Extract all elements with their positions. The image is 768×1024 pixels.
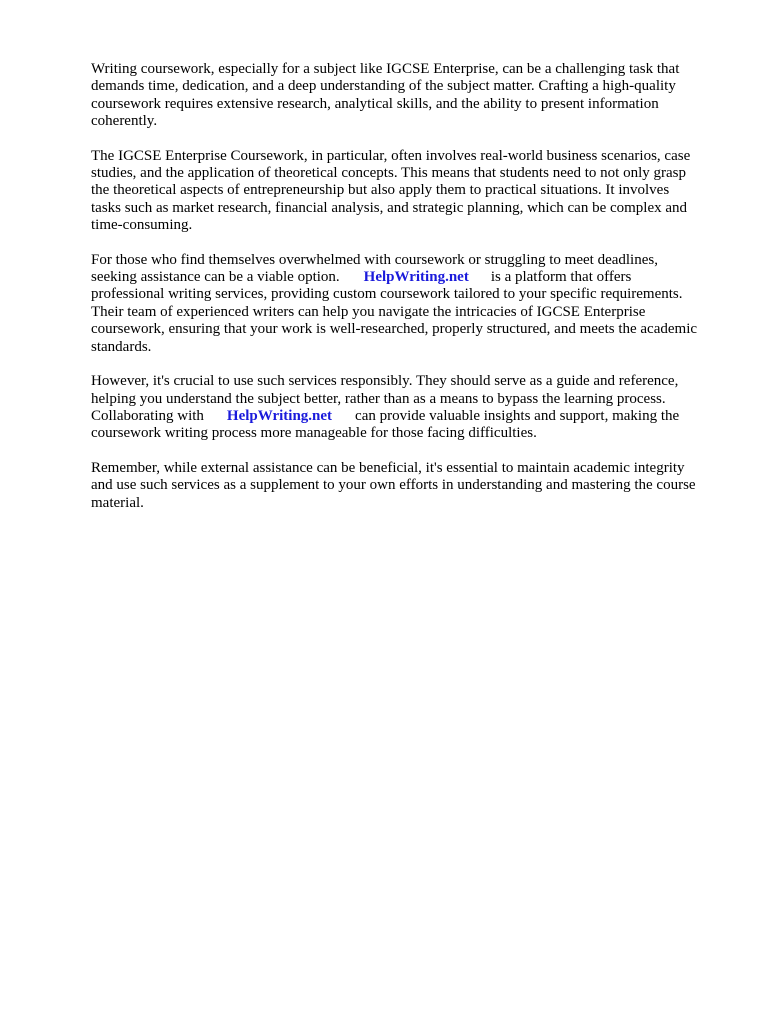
paragraph-coursework-details	[91, 148, 731, 235]
text-line: helping you understand the subject better, rather than as a means to bypass the learning process.	[91, 390, 666, 407]
text-line: Remember, while external assistance can be beneficial, it's essential to maintain academic integrity	[91, 459, 685, 476]
text-line: The IGCSE Enterprise Coursework, in particular, often involves real-world business scenarios, case	[91, 147, 691, 164]
text-line: Writing coursework, especially for a subject like IGCSE Enterprise, can be a challenging task that	[91, 61, 680, 77]
document-body	[91, 61, 731, 529]
text-line: However, it's crucial to use such services responsibly. They should serve as a guide and reference,	[91, 373, 679, 390]
helpwriting-link[interactable]: HelpWriting.net	[363, 269, 469, 286]
text-line: professional writing services, providing custom coursework tailored to your specific requirements.	[91, 286, 683, 303]
text-line: studies, and the application of theoretical concepts. This means that students need to not only grasp	[91, 165, 686, 182]
paragraph-assistance	[91, 252, 731, 356]
text-line: demands time, dedication, and a deep understanding of the subject matter. Crafting a high-quality	[91, 78, 676, 95]
text-segment: Collaborating with	[91, 407, 204, 424]
text-segment: is a platform that offers	[490, 269, 632, 286]
helpwriting-link[interactable]: HelpWriting.net	[226, 407, 333, 424]
text-line: the theoretical aspects of entrepreneurship but also apply them to practical situations. It involves	[91, 182, 670, 199]
text-line: Their team of experienced writers can help you navigate the intricacies of IGCSE Enterprise	[91, 303, 646, 320]
text-line: coursework, ensuring that your work is well-researched, properly structured, and meets the academic	[91, 321, 698, 338]
text-line: material.	[91, 494, 144, 511]
paragraph-intro	[91, 61, 731, 131]
text-line: and use such services as a supplement to your own efforts in understanding and mastering the course	[91, 477, 696, 494]
text-line: standards.	[91, 338, 152, 355]
text-segment: can provide valuable insights and support, making the	[355, 407, 680, 424]
text-line: coursework writing process more manageable for those facing difficulties.	[91, 425, 537, 442]
text-line: time-consuming.	[91, 217, 193, 234]
text-line-with-link	[91, 408, 731, 425]
text-line-with-link	[91, 269, 731, 286]
text-line: coursework requires extensive research, analytical skills, and the ability to present information	[91, 95, 659, 112]
text-line: For those who find themselves overwhelmed with coursework or struggling to meet deadlines,	[91, 251, 658, 268]
paragraph-conclusion	[91, 460, 731, 512]
text-line: tasks such as market research, financial analysis, and strategic planning, which can be complex and	[91, 199, 688, 216]
paragraph-responsibility	[91, 373, 731, 443]
text-line: coherently.	[91, 113, 158, 130]
text-segment: seeking assistance can be a viable option.	[91, 269, 340, 286]
